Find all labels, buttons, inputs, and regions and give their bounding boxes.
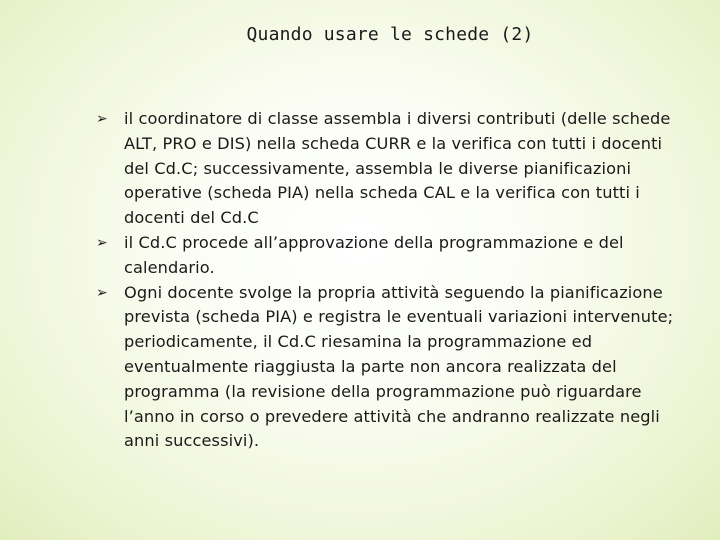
list-item: [96, 107, 676, 231]
arrow-bullet-icon: ➢: [96, 284, 108, 301]
arrow-bullet-icon: ➢: [96, 234, 108, 251]
arrow-bullet-icon: ➢: [96, 111, 108, 127]
bullet-text: Ogni docente svolge la propria attività seguendo la pianificazione prevista (scheda PIA) e registra le eventuali variazioni intervenute; periodicamente, il Cd.C riesamina la programmazione ed eventualmente riaggiusta la parte non ancora realizzata del programma (la revisione della programmazione può riguardare l’anno in corso o prevedere attività che andranno realizzate negli anni successivi).: [124, 282, 674, 451]
bullet-text: il Cd.C procede all’approvazione della programmazione e del calendario.: [124, 232, 624, 277]
slide-title: Quando usare le schede (2): [246, 24, 534, 45]
list-item: [96, 231, 676, 281]
bullet-list: [96, 107, 676, 454]
list-item: [96, 281, 676, 455]
bullet-text: il coordinatore di classe assembla i diversi contributi (delle schede ALT, PRO e DIS) nella scheda CURR e la verifica con tutti i docenti del Cd.C; successivamente, assembla le diverse pianificazioni operative (scheda PIA) nella scheda CAL e la verifica con tutti i docenti del Cd.C: [124, 109, 671, 228]
